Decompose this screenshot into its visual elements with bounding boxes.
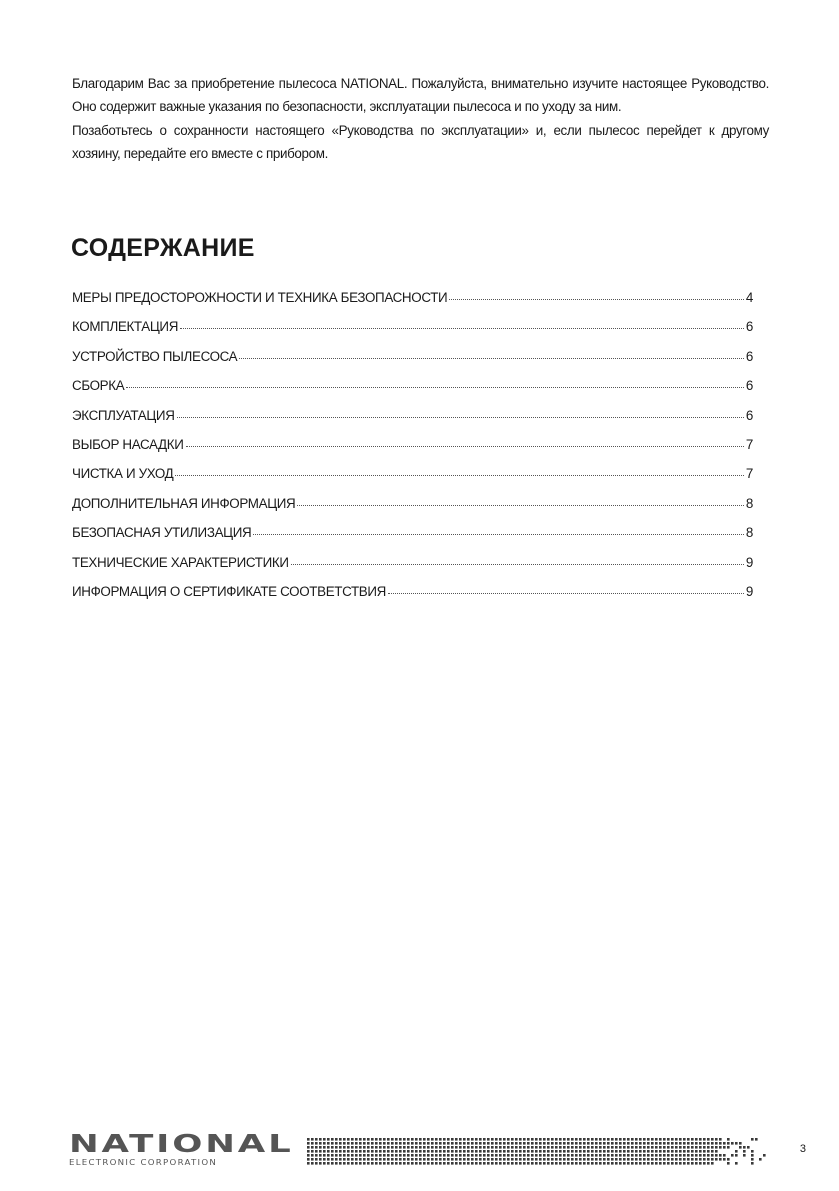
- toc-entry[interactable]: [72, 584, 753, 613]
- toc-leader-dots: [253, 534, 744, 535]
- toc-entry[interactable]: [72, 290, 753, 319]
- intro-paragraph: Позаботьтесь о сохранности настоящего «Руководства по эксплуатации» и, если пылесос перейдет к другому хозяину, передайте его вместе с прибором.: [72, 122, 769, 162]
- page-number: 3: [799, 1143, 806, 1155]
- toc-leader-dots: [126, 387, 744, 388]
- toc-entry-label: УСТРОЙСТВО ПЫЛЕСОСА: [72, 348, 238, 364]
- national-logo: [69, 1129, 294, 1171]
- toc-entry-label: ДОПОЛНИТЕЛЬНАЯ ИНФОРМАЦИЯ: [72, 495, 296, 511]
- toc-entry-page: 8: [745, 525, 753, 541]
- toc-entry-page: 6: [745, 378, 753, 394]
- toc-entry-page: 9: [745, 583, 753, 599]
- toc-entry-label: ВЫБОР НАСАДКИ: [72, 436, 184, 452]
- toc-entry-label: ТЕХНИЧЕСКИЕ ХАРАКТЕРИСТИКИ: [72, 554, 289, 570]
- toc-entry-page: 9: [745, 554, 753, 570]
- toc-entry[interactable]: [72, 349, 753, 378]
- logo-wordmark: NATIONAL: [69, 1129, 294, 1158]
- toc-leader-dots: [449, 299, 744, 300]
- table-of-contents: [72, 290, 753, 613]
- dot-pattern-icon: [307, 1137, 767, 1167]
- toc-entry-page: 7: [745, 466, 753, 482]
- toc-entry[interactable]: [72, 525, 753, 554]
- toc-entry-page: 7: [745, 436, 753, 452]
- toc-entry[interactable]: [72, 378, 753, 407]
- toc-entry-label: СБОРКА: [72, 378, 125, 394]
- toc-entry[interactable]: [72, 408, 753, 437]
- toc-leader-dots: [388, 593, 744, 594]
- toc-entry[interactable]: [72, 555, 753, 584]
- toc-leader-dots: [291, 564, 744, 565]
- toc-entry-page: 6: [745, 348, 753, 364]
- toc-entry-label: ИНФОРМАЦИЯ О СЕРТИФИКАТЕ СООТВЕТСТВИЯ: [72, 583, 386, 599]
- toc-entry[interactable]: [72, 437, 753, 466]
- toc-entry-page: 8: [745, 495, 753, 511]
- toc-entry-label: МЕРЫ ПРЕДОСТОРОЖНОСТИ И ТЕХНИКА БЕЗОПАСНОСТИ: [72, 290, 448, 305]
- intro-text: [72, 72, 769, 166]
- toc-leader-dots: [175, 475, 744, 476]
- toc-entry-label: ЭКСПЛУАТАЦИЯ: [72, 407, 175, 423]
- intro-paragraph: Благодарим Вас за приобретение пылесоса NATIONAL. Пожалуйста, внимательно изучите настоящее Руководство. Оно содержит важные указания по безопасности, эксплуатации пылесоса и по уходу за ним.: [72, 76, 769, 115]
- toc-entry[interactable]: [72, 319, 753, 348]
- toc-title: СОДЕРЖАНИЕ: [71, 234, 255, 262]
- toc-leader-dots: [239, 358, 744, 359]
- toc-leader-dots: [177, 417, 744, 418]
- toc-entry-label: КОМПЛЕКТАЦИЯ: [72, 319, 179, 335]
- toc-entry-page: 4: [745, 290, 753, 305]
- toc-leader-dots: [297, 505, 744, 506]
- logo-tagline: ELECTRONIC CORPORATION: [69, 1158, 218, 1167]
- toc-entry[interactable]: [72, 496, 753, 525]
- toc-entry-page: 6: [745, 407, 753, 423]
- toc-entry[interactable]: [72, 466, 753, 495]
- toc-leader-dots: [186, 446, 744, 447]
- toc-entry-label: ЧИСТКА И УХОД: [72, 466, 174, 482]
- toc-entry-label: БЕЗОПАСНАЯ УТИЛИЗАЦИЯ: [72, 525, 252, 541]
- toc-leader-dots: [180, 328, 744, 329]
- toc-entry-page: 6: [745, 319, 753, 335]
